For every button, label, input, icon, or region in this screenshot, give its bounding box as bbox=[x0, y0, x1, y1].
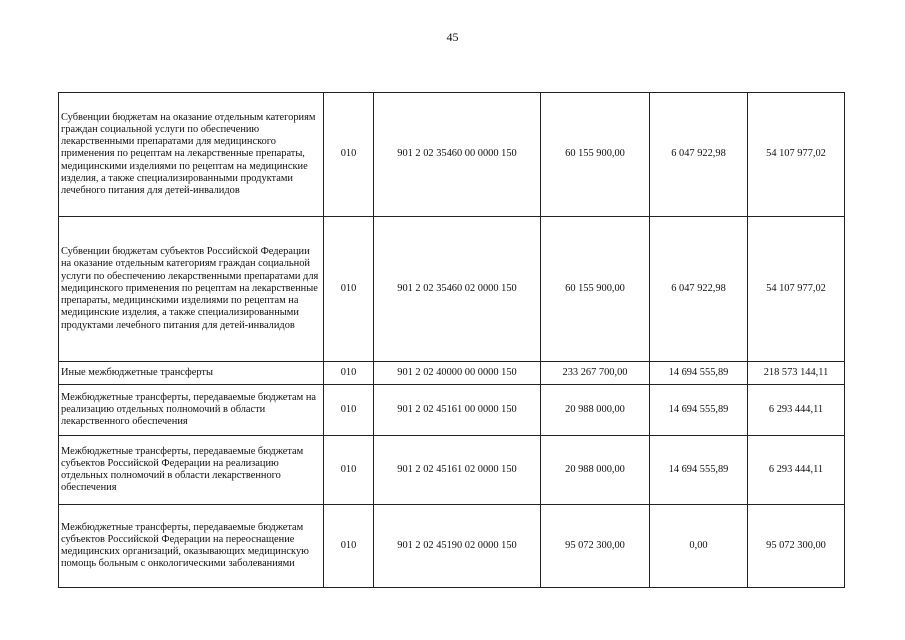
row-name-cell: Межбюджетные трансферты, передаваемые бюджетам на реализацию отдельных полномочий в области лекарственного обеспечения bbox=[59, 385, 324, 436]
row-kbk-cell: 901 2 02 35460 00 0000 150 bbox=[374, 93, 541, 217]
page-number: 45 bbox=[446, 30, 459, 44]
row-plan-cell: 95 072 300,00 bbox=[541, 505, 650, 588]
budget-table bbox=[58, 92, 845, 588]
table-row bbox=[59, 217, 845, 362]
row-kbk-cell: 901 2 02 45161 02 0000 150 bbox=[374, 436, 541, 505]
row-executed-cell: 14 694 555,89 bbox=[650, 385, 748, 436]
row-remaining-cell: 95 072 300,00 bbox=[748, 505, 845, 588]
table-row bbox=[59, 505, 845, 588]
row-name-cell: Межбюджетные трансферты, передаваемые бюджетам субъектов Российской Федерации на реализацию отдельных полномочий в области лекарственного обеспечения bbox=[59, 436, 324, 505]
row-remaining-cell: 6 293 444,11 bbox=[748, 436, 845, 505]
row-name-cell: Межбюджетные трансферты, передаваемые бюджетам субъектов Российской Федерации на переоснащение медицинских организаций, оказывающих медицинскую помощь больным с онкологическими заболеваниями bbox=[59, 505, 324, 588]
row-executed-cell: 6 047 922,98 bbox=[650, 93, 748, 217]
row-kbk-cell: 901 2 02 40000 00 0000 150 bbox=[374, 362, 541, 385]
row-kbk-cell: 901 2 02 35460 02 0000 150 bbox=[374, 217, 541, 362]
row-plan-cell: 60 155 900,00 bbox=[541, 217, 650, 362]
row-name-cell: Иные межбюджетные трансферты bbox=[59, 362, 324, 385]
row-plan-cell: 20 988 000,00 bbox=[541, 385, 650, 436]
row-executed-cell: 14 694 555,89 bbox=[650, 362, 748, 385]
row-code-cell: 010 bbox=[324, 505, 374, 588]
row-executed-cell: 0,00 bbox=[650, 505, 748, 588]
row-kbk-cell: 901 2 02 45161 00 0000 150 bbox=[374, 385, 541, 436]
table-row bbox=[59, 93, 845, 217]
row-code-cell: 010 bbox=[324, 436, 374, 505]
row-name-cell: Субвенции бюджетам на оказание отдельным категориям граждан социальной услуги по обеспечению лекарственными препаратами для медицинского применения по рецептам на лекарственные препараты, медицинскими изделиями по рецептам на медицинские изделия, а также специализированными продуктами лечебного питания для детей-инвалидов bbox=[59, 93, 324, 217]
row-code-cell: 010 bbox=[324, 217, 374, 362]
table-row bbox=[59, 385, 845, 436]
row-remaining-cell: 54 107 977,02 bbox=[748, 93, 845, 217]
row-code-cell: 010 bbox=[324, 385, 374, 436]
row-remaining-cell: 218 573 144,11 bbox=[748, 362, 845, 385]
row-plan-cell: 233 267 700,00 bbox=[541, 362, 650, 385]
row-plan-cell: 60 155 900,00 bbox=[541, 93, 650, 217]
row-kbk-cell: 901 2 02 45190 02 0000 150 bbox=[374, 505, 541, 588]
table-row bbox=[59, 362, 845, 385]
table-row bbox=[59, 436, 845, 505]
row-code-cell: 010 bbox=[324, 93, 374, 217]
row-name-cell: Субвенции бюджетам субъектов Российской Федерации на оказание отдельным категориям граждан социальной услуги по обеспечению лекарственными препаратами для медицинского применения по рецептам на лекарственные препараты, медицинскими изделиями по рецептам на медицинские изделия, а также специализированными продуктами лечебного питания для детей-инвалидов bbox=[59, 217, 324, 362]
row-executed-cell: 6 047 922,98 bbox=[650, 217, 748, 362]
row-remaining-cell: 6 293 444,11 bbox=[748, 385, 845, 436]
row-code-cell: 010 bbox=[324, 362, 374, 385]
row-remaining-cell: 54 107 977,02 bbox=[748, 217, 845, 362]
row-plan-cell: 20 988 000,00 bbox=[541, 436, 650, 505]
row-executed-cell: 14 694 555,89 bbox=[650, 436, 748, 505]
